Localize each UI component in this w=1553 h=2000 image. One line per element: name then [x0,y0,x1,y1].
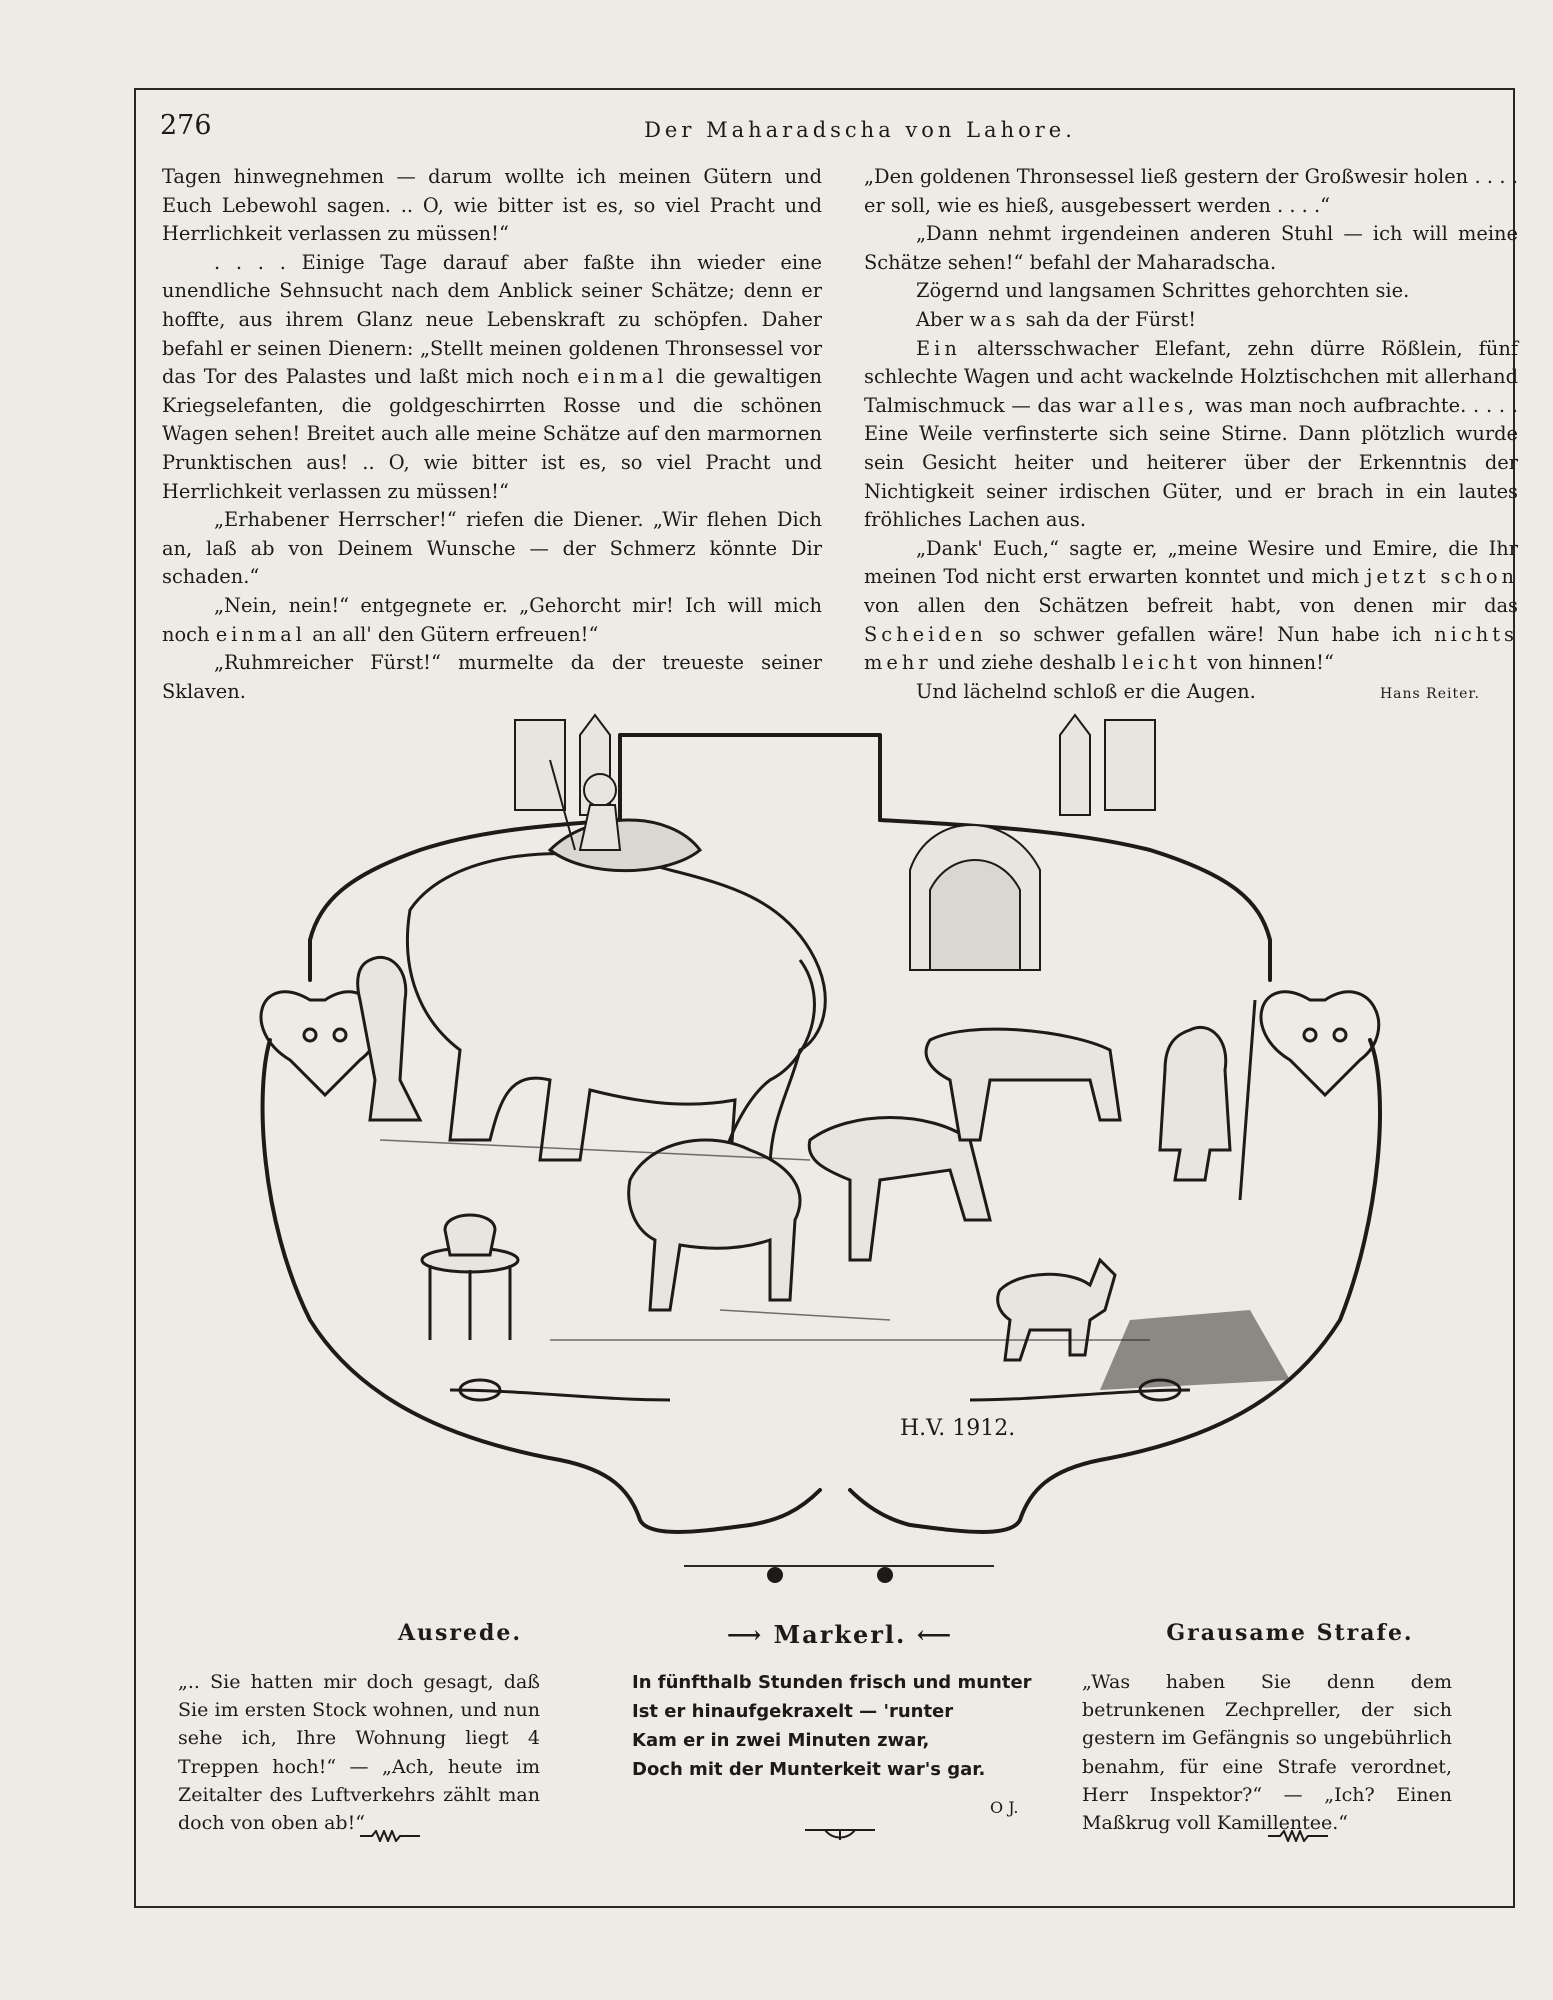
anecdote-text-ausrede: „.. Sie hatten mir doch gesagt, daß Sie im ersten Stock wohnen, und nun sehe ich, Ihre Wohnung liegt 4 Treppen hoch!“ — „Ach, heute im Zeitalter des Luftverkehrs zählt man doch von oben ab!“ [178,1671,540,1835]
poem-markerl [632,1668,1052,1784]
page-number: 276 [160,110,212,141]
author-signature: Hans Reiter. [1379,685,1480,702]
poem-line: Kam er in zwei Minuten zwar, [632,1730,930,1751]
paragraph: „Nein, nein!“ entgegnete er. „Gehorcht mir! Ich will mich noch einmal an all' den Gütern erfreuen!“ [162,593,822,646]
ornament-fleuron-icon [805,1824,875,1844]
story-column-right [864,163,1518,708]
anecdote-text-grausame-strafe: „Was haben Sie denn dem betrunkenen Zechpreller, der sich gestern im Gefängnis so ungebührlich benahm, für eine Strafe verordnet, Herr Inspektor?“ — „Ich? Einen Maßkrug voll Kamillentee.“ [1082,1671,1452,1835]
running-title: Der Maharadscha von Lahore. [644,118,1076,142]
paragraph: „Den goldenen Thronsessel ließ gestern der Großwesir holen . . . . er soll, wie es hieß, ausgebessert werden . . . .“ [864,165,1518,217]
poem-title-markerl: ⟶ Markerl. ⟵ [726,1620,954,1649]
story-column-left [162,163,822,706]
paragraph: Ein altersschwacher Elefant, zehn dürre Rößlein, fünf schlechte Wagen und acht wackelnde Holztischchen mit allerhand Talmischmuck — das war alles, was man noch aufbrachte. . . . . Eine Weile verfinsterte sich seine Stirne. Dann plötzlich wurde sein Gesicht heiter und heiterer über der Erkenntnis der Nichtigkeit seiner irdischen Güter, und er brach in ein lautes fröhliches Lachen aus. [864,336,1518,532]
paragraph: . . . . Einige Tage darauf aber faßte ihn wieder eine unendliche Sehnsucht nach dem Anblick seiner Schätze; denn er hoffte, aus ihrem Glanz neue Lebenskraft zu schöpfen. Daher befahl er seinen Dienern: „Stellt meinen goldenen Thronsessel vor das Tor des Palastes und laßt mich noch einmal die gewaltigen Kriegselefanten, die goldgeschirrten Rosse und die schönen Wagen sehen! Breitet auch alle meine Schätze auf den marmornen Prunktischen aus! .. O, wie bitter ist es, so viel Pracht und Herrlichkeit verlassen zu müssen!“ [162,250,823,503]
anecdote-title-ausrede: Ausrede. [397,1620,523,1646]
ornament-squiggle-icon [1268,1830,1328,1842]
closing-line: Und lächelnd schloß er die Augen. Hans Reiter. [864,678,1518,709]
section-divider [684,1565,994,1567]
poem-author: O J. [990,1798,1019,1817]
paragraph: „Ruhmreicher Fürst!“ murmelte da der treueste seiner Sklaven. [162,651,822,703]
paragraph: Zögernd und langsamen Schrittes gehorchten sie. [916,279,1410,303]
paragraph: „Erhabener Herrscher!“ riefen die Diener. „Wir flehen Dich an, laß ab von Deinem Wunsche — der Schmerz könnte Dir schaden.“ [162,508,822,589]
elephant-procession-illustration [250,700,1410,1590]
poem-line: Doch mit der Munterkeit war's gar. [632,1759,986,1780]
poem-line: In fünfthalb Stunden frisch und munter [632,1672,1032,1693]
artist-signature: H.V. 1912. [900,1416,1016,1441]
ornament-squiggle-icon [360,1830,420,1842]
poem-line: Ist er hinaufgekraxelt — 'runter [632,1701,954,1722]
anecdote-title-grausame-strafe: Grausame Strafe. [1166,1620,1414,1646]
paragraph: Aber was sah da der Fürst! [916,307,1196,331]
paragraph: Tagen hinwegnehmen — darum wollte ich meinen Gütern und Euch Lebewohl sagen. .. O, wie bitter ist es, so viel Pracht und Herrlichkeit verlassen zu müssen!“ [162,165,822,246]
paragraph: „Dann nehmt irgendeinen anderen Stuhl — ich will meine Schätze sehen!“ befahl der Maharadscha. [864,222,1518,274]
paragraph: „Dank' Euch,“ sagte er, „meine Wesire und Emire, die Ihr meinen Tod nicht erst erwarten konntet und mich jetzt schon von allen den Schätzen befreit habt, von denen mir das Scheiden so schwer gefallen wäre! Nun habe ich nichts mehr und ziehe deshalb leicht von hinnen!“ [864,536,1519,675]
